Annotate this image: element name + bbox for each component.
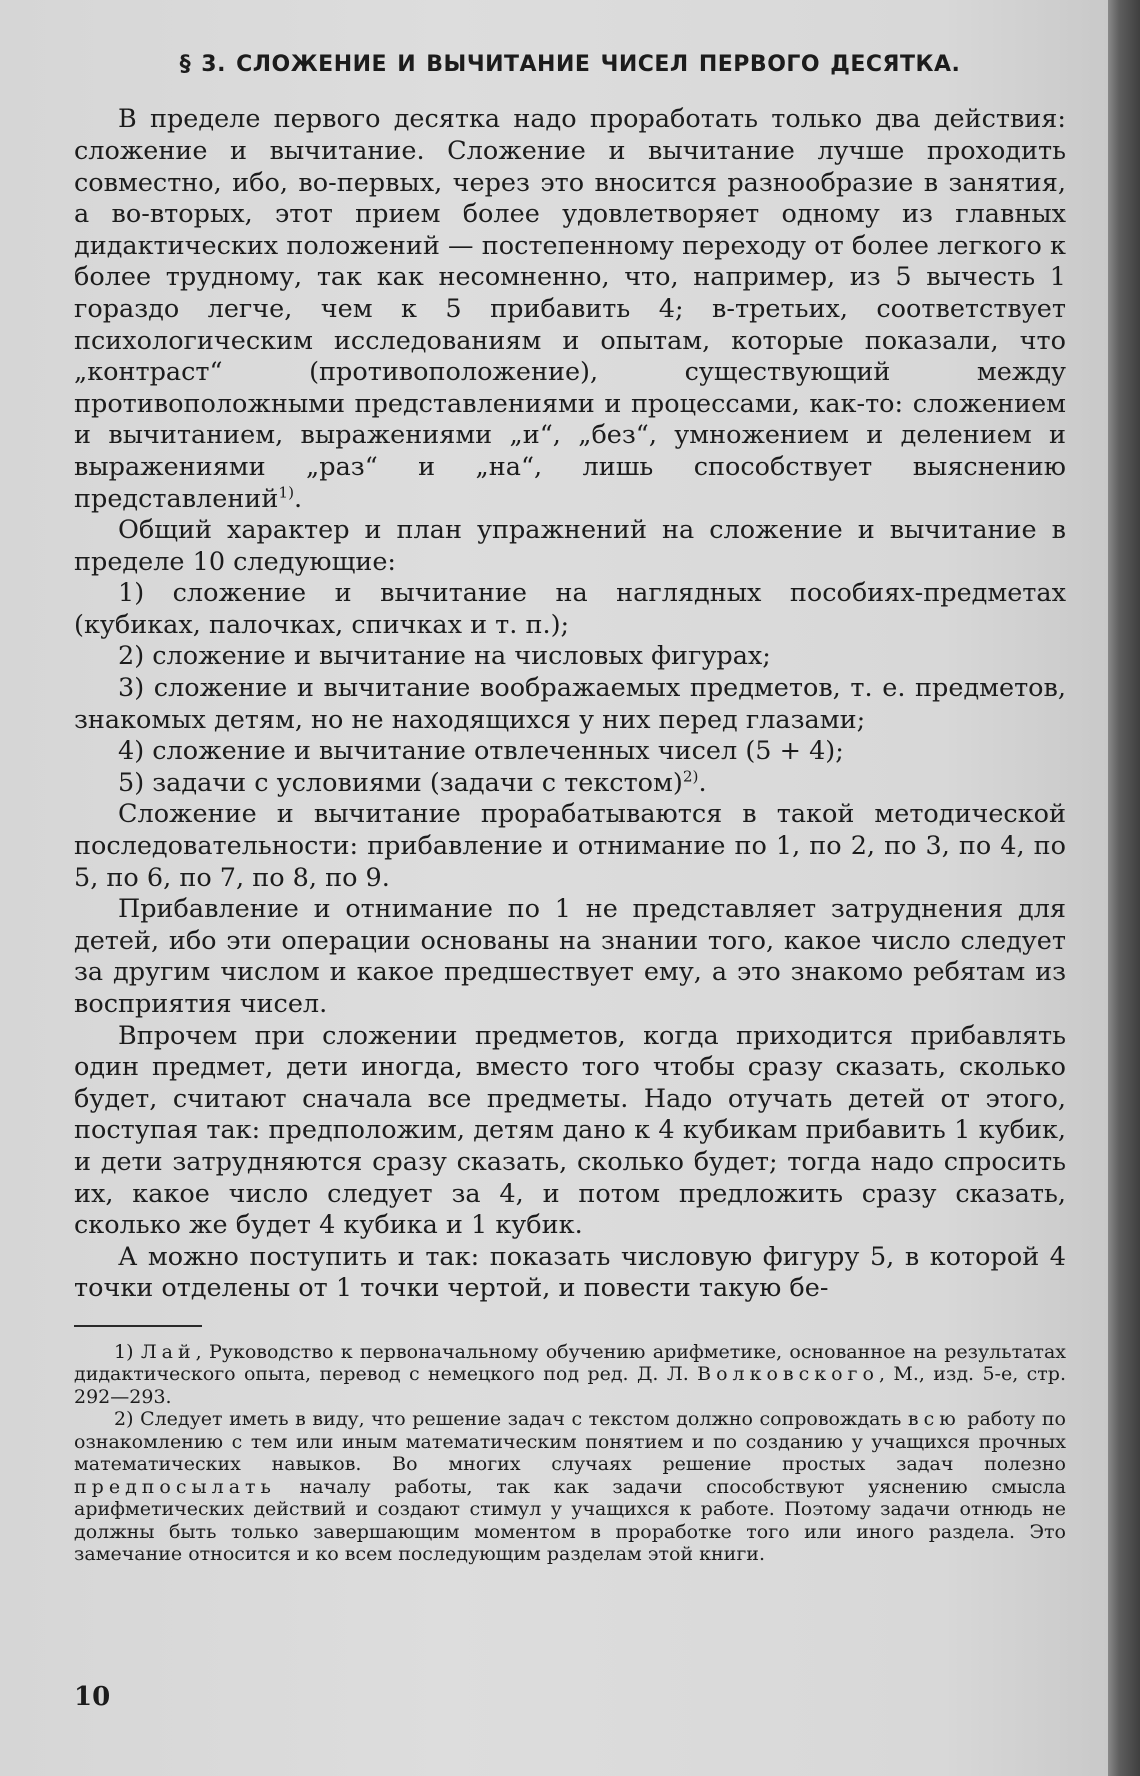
paragraph: Прибавление и отнимание по 1 не представляет затруднения для детей, ибо эти операции основаны на знании того, какое число следует за другим числом и какое предшествует ему, а это знакомо ребятам из восприятия чисел. bbox=[74, 894, 1066, 1020]
footnote-text: Следует иметь в виду, что решение задач с текстом должно сопровождать bbox=[140, 1408, 908, 1431]
footnote-ref-1: 1) bbox=[278, 483, 295, 502]
list-item: 2) сложение и вычитание на числовых фигурах; bbox=[118, 641, 771, 672]
footnote-1 bbox=[74, 1341, 1066, 1409]
footnote-2 bbox=[74, 1408, 1066, 1566]
list-item: 1) сложение и вычитание на наглядных пособиях-предметах (кубиках, палочках, спичках и т. п.); bbox=[74, 578, 1066, 640]
list-item: 4) сложение и вычитание отвлеченных чисел (5 + 4); bbox=[118, 736, 844, 767]
paragraph: А можно поступить и так: показать числовую фигуру 5, в которой 4 точки отделены от 1 точки чертой, и повести такую бе- bbox=[74, 1241, 1066, 1304]
footnote-text: началу работы, так как задачи способствуют уяснению смысла арифметических действий и создают стимул у учащихся к работе. Поэтому задачи отнюдь не должны быть только завершающим моментом в проработке того или иного раздела. Это замечание относится и ко всем последующим разделам этой книги. bbox=[74, 1475, 1066, 1566]
paragraph bbox=[74, 104, 1066, 515]
footnote-emphasis: предпосылать bbox=[74, 1475, 276, 1498]
paragraph: Общий характер и план упражнений на сложение и вычитание в пределе 10 следующие: bbox=[74, 515, 1066, 577]
footnote-text: , М., изд. 5-е, стр. 292—293. bbox=[74, 1363, 1066, 1408]
page-number: 10 bbox=[74, 1682, 111, 1712]
paragraph: Сложение и вычитание прорабатываются в такой методической последовательности: прибавление и отнимание по 1, по 2, по 3, по 4, по 5, по 6, по 7, по 8, по 9. bbox=[74, 799, 1066, 893]
footnote-marker: 1) bbox=[114, 1340, 134, 1363]
paragraph: Впрочем при сложении предметов, когда приходится прибавлять один предмет, дети иногда, вместо того чтобы сразу сказать, сколько будет, считают сначала все предметы. Надо отучать детей от этого, поступая так: предположим, детям дано к 4 кубикам прибавить 1 кубик, и дети затрудняются сразу сказать, сколько будет; тогда надо спросить их, какое число следует за 4, и потом предложить сразу сказать, сколько же будет 4 кубика и 1 кубик. bbox=[74, 1020, 1066, 1241]
footnote-text: работу по ознакомлению с тем или иным математическим понятием и по созданию у учащихся прочных математических навыков. Во многих случаях решение простых задач полезно bbox=[74, 1408, 1066, 1476]
footnote-editor: Волковского bbox=[697, 1363, 879, 1386]
footnote-text: , Руководство к первоначальному обучению арифметике, основанное на результатах дидактического опыта, перевод с немецкого под ред. Д. Л. bbox=[74, 1340, 1066, 1386]
book-spine-shadow bbox=[1108, 0, 1140, 1776]
page-content bbox=[74, 52, 1066, 1566]
footnote-author: Лай bbox=[140, 1340, 196, 1363]
section-title: § 3. СЛОЖЕНИЕ И ВЫЧИТАНИЕ ЧИСЕЛ ПЕРВОГО ДЕСЯТКА. bbox=[179, 52, 961, 77]
footnote-divider bbox=[74, 1325, 202, 1327]
main-text bbox=[74, 104, 1066, 1305]
footnote-ref-2: 2) bbox=[682, 767, 699, 786]
paragraph-text: В пределе первого десятка надо проработать только два действия: сложение и вычитание. Сложение и вычитание лучше проходить совместно, ибо, во-первых, через это вносится разнообразие в занятия, а во-вторых, этот прием более удовлетворяет одному из главных дидактических положений — постепенному переходу от более легкого к более трудному, так как несомненно, что, например, из 5 вычесть 1 гораздо легче, чем к 5 прибавить 4; в-третьих, соответствует психологическим исследованиям и опытам, которые показали, что „контраст“ (противоположение), существующий между противоположными представлениями и процессами, как-то: сложением и вычитанием, выражениями „и“, „без“, умножением и делением и выражениями „раз“ и „на“, лишь способствует выяснению представлений bbox=[74, 104, 1066, 514]
footnotes bbox=[74, 1341, 1066, 1566]
list-item-text: 5) задачи с условиями (задачи с текстом) bbox=[118, 767, 683, 798]
footnote-marker: 2) bbox=[114, 1408, 134, 1431]
list-item: 3) сложение и вычитание воображаемых предметов, т. е. предметов, знакомых детям, но не находящихся у них перед глазами; bbox=[74, 673, 1066, 735]
paragraph-tail: . bbox=[294, 483, 303, 514]
list-item bbox=[74, 768, 1066, 800]
footnote-emphasis: всю bbox=[907, 1408, 961, 1431]
list-item-tail: . bbox=[698, 767, 707, 798]
